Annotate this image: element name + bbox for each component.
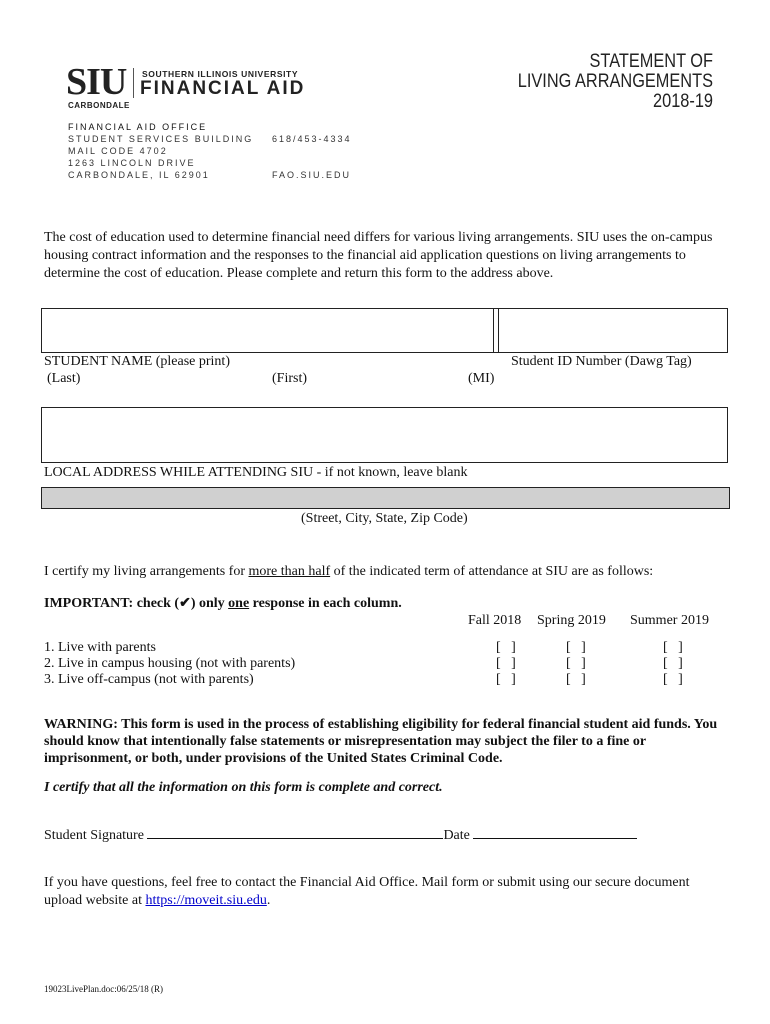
signature-field[interactable] — [147, 826, 443, 839]
siu-logo-mark: SIU — [66, 61, 127, 103]
important-note: IMPORTANT: check (✔) only one response in each column. — [44, 596, 402, 611]
checkbox-spring-option2[interactable]: [ ] — [566, 656, 586, 671]
term-header-spring: Spring 2019 — [537, 613, 606, 628]
checkbox-summer-option1[interactable]: [ ] — [663, 640, 683, 655]
checkbox-fall-option1[interactable]: [ ] — [496, 640, 516, 655]
contact-paragraph: If you have questions, feel free to contact the Financial Aid Office. Mail form or submit using our secure document upload website at https://moveit.siu.edu. — [44, 875, 690, 908]
option-off-campus: 3. Live off-campus (not with parents) — [44, 672, 254, 687]
student-id-label: Student ID Number (Dawg Tag) — [511, 354, 692, 369]
address-format-hint: (Street, City, State, Zip Code) — [301, 511, 468, 526]
checkbox-fall-option3[interactable]: [ ] — [496, 672, 516, 687]
checkbox-summer-option3[interactable]: [ ] — [663, 672, 683, 687]
date-label: Date — [443, 828, 474, 843]
office-phone: 618/453-4334 — [272, 134, 352, 144]
signature-label: Student Signature — [44, 828, 148, 843]
form-title-year: 2018-19 — [653, 91, 713, 112]
student-name-field[interactable] — [41, 308, 494, 353]
term-header-summer: Summer 2019 — [630, 613, 709, 628]
address-line: MAIL CODE 4702 — [68, 146, 168, 156]
local-address-label: LOCAL ADDRESS WHILE ATTENDING SIU - if not known, leave blank — [44, 465, 468, 480]
warning-paragraph: WARNING: This form is used in the process of establishing eligibility for federal financial student aid funds. You should know that intentionally false statements or misrepresentation may subject the filer to a fine or imprisonment, or both, under provisions of the United States Criminal Code. — [44, 717, 718, 766]
form-title-line: LIVING ARRANGEMENTS — [517, 71, 713, 92]
student-id-field[interactable] — [498, 308, 728, 353]
form-title — [486, 52, 713, 112]
certify-emphasis: more than half — [248, 564, 331, 579]
intro-paragraph: The cost of education used to determine financial need differs for various living arrangements. SIU uses the on-campus housing contract information and the responses to the financial aid application questions on living arrangements to determine the cost of education. Please complete and return this form to the address above. — [44, 230, 713, 281]
certify-statement: I certify my living arrangements for more than half of the indicated term of attendance at SIU are as follows: — [44, 564, 654, 579]
logo-university: SOUTHERN ILLINOIS UNIVERSITY — [142, 69, 299, 79]
form-title-line: STATEMENT OF — [589, 51, 713, 72]
option-campus-housing: 2. Live in campus housing (not with parents) — [44, 656, 296, 671]
office-website: FAO.SIU.EDU — [272, 170, 352, 180]
signature-row — [44, 826, 637, 844]
document-footer: 19023LivePlan.doc:06/25/18 (R) — [44, 984, 163, 994]
checkbox-summer-option2[interactable]: [ ] — [663, 656, 683, 671]
student-name-label: STUDENT NAME (please print) — [44, 354, 230, 369]
address-line: STUDENT SERVICES BUILDING — [68, 134, 254, 144]
date-field[interactable] — [473, 826, 637, 839]
option-live-with-parents: 1. Live with parents — [44, 640, 156, 655]
checkbox-fall-option2[interactable]: [ ] — [496, 656, 516, 671]
logo-divider — [133, 68, 134, 98]
address-line: 1263 LINCOLN DRIVE — [68, 158, 196, 168]
checkbox-spring-option3[interactable]: [ ] — [566, 672, 586, 687]
address-shaded-bar — [41, 487, 730, 509]
address-line: CARBONDALE, IL 62901 — [68, 170, 210, 180]
logo-department: FINANCIAL AID — [140, 78, 306, 99]
upload-website-link[interactable]: https://moveit.siu.edu — [145, 893, 267, 908]
term-header-fall: Fall 2018 — [468, 613, 522, 628]
local-address-field[interactable] — [41, 407, 728, 463]
middle-initial-label: (MI) — [468, 371, 495, 386]
checkmark-icon: ✔ — [179, 596, 191, 611]
logo-campus: CARBONDALE — [68, 101, 130, 110]
certify-complete: I certify that all the information on this form is complete and correct. — [44, 780, 443, 795]
checkbox-spring-option1[interactable]: [ ] — [566, 640, 586, 655]
office-title: FINANCIAL AID OFFICE — [68, 122, 208, 132]
first-name-label: (First) — [272, 371, 307, 386]
last-name-label: (Last) — [47, 371, 81, 386]
